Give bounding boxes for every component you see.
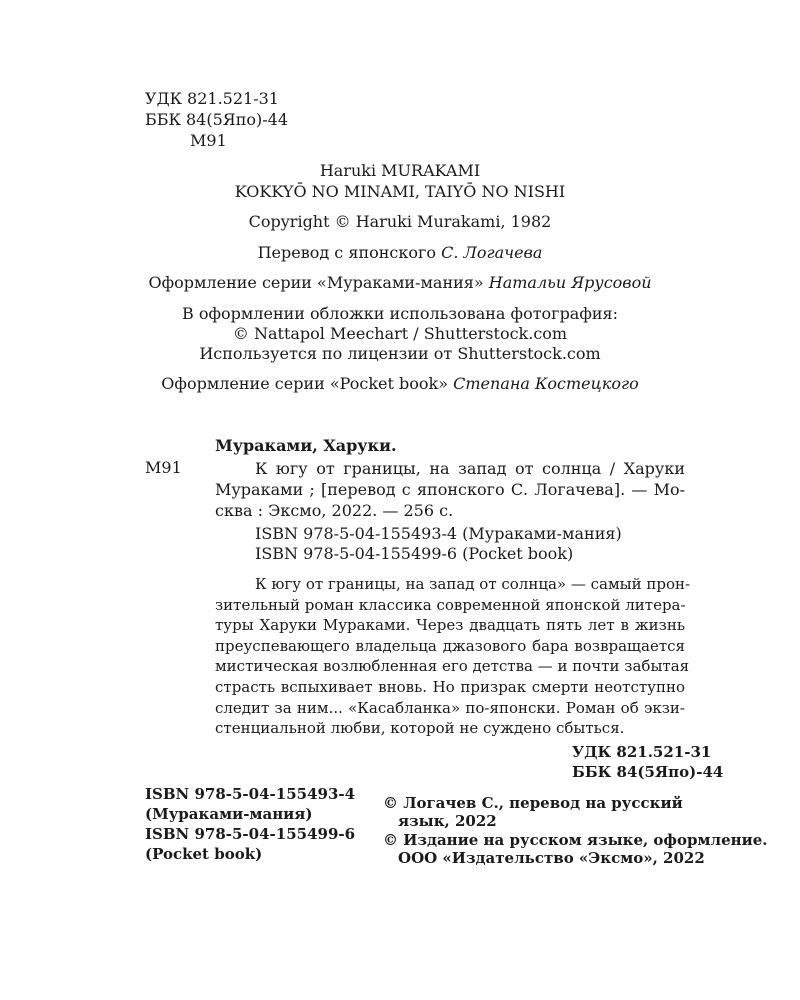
- translation-label: Перевод с японского: [257, 243, 437, 262]
- author-mark: М91: [190, 131, 227, 150]
- series-designer-name: Натальи Ярусовой: [488, 273, 652, 292]
- footer-copyright2-line1: © Издание на русском языке, оформление.: [383, 831, 768, 849]
- catalog-entry: [215, 458, 685, 521]
- footer-isbn2: ISBN 978-5-04-155499-6: [145, 825, 356, 843]
- annotation-line: зительный роман классика современной японской литера-: [215, 595, 686, 614]
- catalog-isbn2: ISBN 978-5-04-155499-6 (Pocket book): [255, 544, 574, 563]
- footer-copyright2-line2: ООО «Издательство «Эксмо», 2022: [398, 849, 705, 867]
- annotation-line: К югу от границы, на запад от солнца» — самый прон-: [255, 575, 691, 593]
- catalog-mark: М91: [145, 458, 182, 477]
- footer-copyright1-line1: © Логачев С., перевод на русский: [383, 794, 683, 812]
- annotation-line: страсть вспыхивает вновь. Но призрак смерти неотступно: [215, 677, 685, 696]
- pocket-designer-name: Степана Костецкого: [453, 374, 639, 393]
- series-design-label: Оформление серии «Мураками-мания»: [148, 273, 484, 292]
- footer-isbn1-series: (Мураками-мания): [145, 805, 313, 823]
- udk-code: УДК 821.521-31: [145, 89, 279, 108]
- annotation: [215, 574, 691, 739]
- annotation-line: стенциальной любви, которой не суждено сбыться.: [215, 719, 625, 738]
- cover-photo-line3: Используется по лицензии от Shutterstock.com: [199, 344, 601, 363]
- annotation-udk: УДК 821.521-31: [572, 743, 712, 761]
- cover-photo-line2: © Nattapol Meechart / Shutterstock.com: [232, 324, 568, 343]
- annotation-line: преуспевающего владельца джазового бара возвращается: [215, 636, 685, 655]
- annotation-line: туры Харуки Мураками. Через двадцать пять лет в жизнь: [215, 616, 685, 635]
- annotation-line: мистическая возлюбленная его детства — и почти забытая: [215, 657, 690, 676]
- translation-credit: [0, 243, 800, 263]
- cover-photo-line1: В оформлении обложки использована фотография:: [181, 304, 619, 323]
- catalog-entry-line: К югу от границы, на запад от солнца / Харуки: [255, 459, 685, 478]
- footer-isbn2-series: (Pocket book): [145, 845, 263, 863]
- annotation-line: следит за ним... «Касабланка» по-японски. Роман об экзи-: [215, 698, 685, 717]
- translator-name: С. Логачева: [441, 243, 543, 262]
- original-author: Haruki MURAKAMI: [319, 161, 481, 180]
- series-design-credit: [0, 273, 800, 293]
- catalog-entry-line: сква : Эксмо, 2022. — 256 с.: [215, 501, 454, 520]
- catalog-heading: Мураками, Харуки.: [215, 436, 397, 455]
- footer-isbn1: ISBN 978-5-04-155493-4: [145, 785, 356, 803]
- bbk-code: ББК 84(5Япо)-44: [145, 110, 288, 129]
- catalog-entry-line: Мураками ; [перевод с японского С. Логачева]. — Мо-: [215, 480, 685, 499]
- pocket-design-credit: [0, 374, 800, 394]
- pocket-design-label: Оформление серии «Pocket book»: [161, 374, 449, 393]
- catalog-isbn1: ISBN 978-5-04-155493-4 (Мураками-мания): [255, 524, 622, 543]
- original-title: KOKKYŌ NO MINAMI, TAIYŌ NO NISHI: [234, 182, 566, 201]
- footer-copyright1-line2: язык, 2022: [398, 812, 497, 830]
- original-copyright: Copyright © Haruki Murakami, 1982: [248, 212, 552, 231]
- annotation-bbk: ББК 84(5Япо)-44: [572, 763, 724, 781]
